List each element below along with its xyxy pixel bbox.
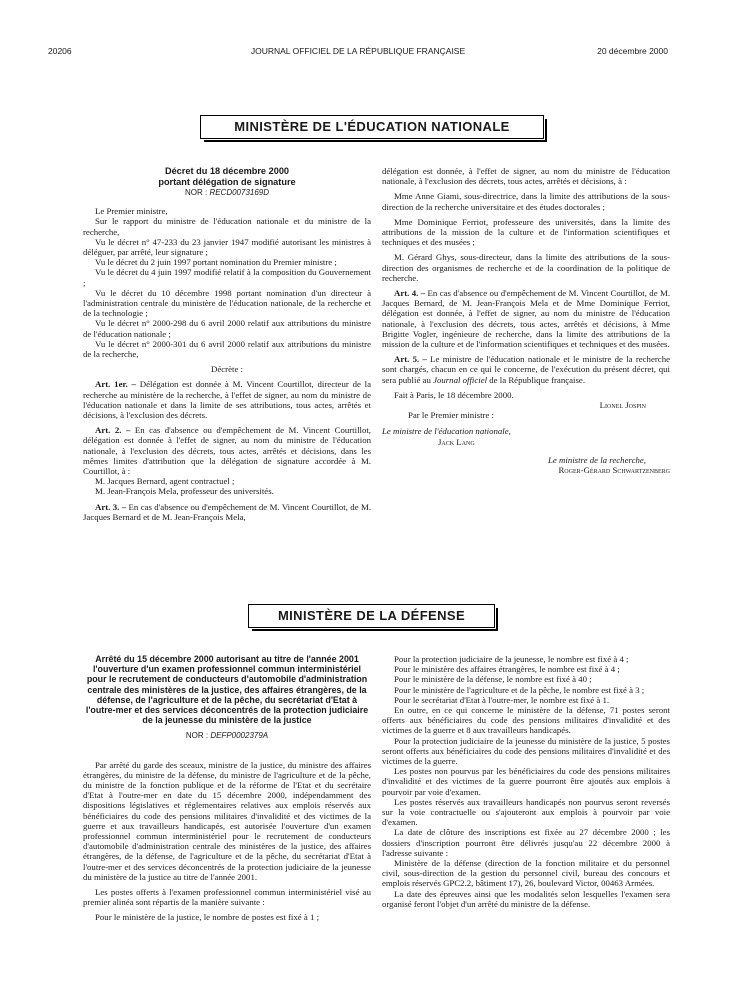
article-3 bbox=[83, 502, 371, 522]
issue-date: 20 décembre 2000 bbox=[597, 46, 668, 56]
article-text: Le ministre de l'éducation nationale et le ministre de la recherche sont chargés, chacun en ce qui le concerne, de l'exécution du présent décret, qui sera publié au bbox=[382, 354, 670, 385]
article-4 bbox=[382, 288, 670, 349]
article-5 bbox=[382, 354, 670, 385]
paragraph: La date des épreuves ainsi que les modalités selon lesquelles l'examen sera organisé feront l'objet d'un arrêté du ministre de la défense. bbox=[382, 888, 670, 909]
paragraph: Vu le décret du 2 juin 1997 portant nomination du Premier ministre ; bbox=[95, 257, 337, 268]
paragraph: M. Jacques Bernard, agent contractuel ; bbox=[95, 476, 235, 487]
decrete-heading: Décrète : bbox=[211, 364, 243, 375]
ministry-banner-education bbox=[200, 115, 544, 139]
article-label: Art. 3. – bbox=[95, 501, 127, 512]
nor-label: NOR : bbox=[185, 731, 209, 741]
article-label: Art. 4. – bbox=[394, 288, 426, 299]
page-number: 20206 bbox=[48, 46, 72, 56]
nor-code: DEFP0002379A bbox=[210, 731, 269, 741]
paragraph: Pour le ministère de l'agriculture et de la pêche, le nombre est fixé à 3 ; bbox=[394, 684, 645, 695]
article-label: Art. 5. – bbox=[394, 354, 427, 365]
ministry-banner-defense bbox=[248, 604, 495, 628]
paragraph: Les postes offerts à l'examen professionnel commun interministériel visé au premier alinéa sont répartis de la manière suivante : bbox=[83, 887, 371, 908]
signatory-research: Roger-Gérard Schwartzenberg bbox=[558, 465, 670, 476]
ministry-title: MINISTÈRE DE L'ÉDUCATION NATIONALE bbox=[234, 119, 510, 134]
nor-label: NOR : bbox=[184, 188, 208, 197]
paragraph: Le Premier ministre, bbox=[95, 206, 168, 217]
paragraph: Sur le rapport du ministre de l'éducation nationale et du ministre de la recherche, bbox=[83, 216, 371, 237]
signature-place-date: Fait à Paris, le 18 décembre 2000. bbox=[394, 389, 514, 400]
decree-column-right bbox=[382, 166, 670, 475]
nor-reference bbox=[83, 731, 371, 741]
paragraph: Vu le décret du 10 décembre 1998 portant nomination d'un directeur à l'administration centrale du ministère de l'éducation nationale, de la recherche et de la technologie ; bbox=[83, 287, 371, 319]
paragraph: Ministère de la défense (direction de la fonction militaire et du personnel civil, sous-direction de la gestion du personnel civil, bureau des concours et emplois réservés GPC2.2, bâtiment 17), 26, boulevard Victor, 00463 Armées. bbox=[382, 858, 670, 889]
ministry-title: MINISTÈRE DE LA DÉFENSE bbox=[277, 608, 466, 623]
decree-column-left bbox=[83, 166, 371, 522]
paragraph: Pour le secrétariat d'Etat à l'outre-mer, le nombre est fixé à 1. bbox=[394, 694, 610, 705]
article-text: En cas d'absence ou d'empêchement de M. Vincent Courtillot, de M. Jacques Bernard et de M. Jean-François Mela, bbox=[83, 501, 372, 522]
article-text: En cas d'absence ou d'empêchement de M. Vincent Courtillot, de M. Jacques Bernard, de M. Jean-François Mela et de Mme Dominique Ferriot, délégation est donnée, à l'effet de signer, au nom du ministre de l'éducation nationale, à l'exclusion des décrets, tous actes, arrêtés et décisions, à Mme Brigitte Vogler, ingénieure de recherche, dans la limite des attributions de la mission de la culture et de l'information scientifiques et techniques et des musées. bbox=[382, 288, 671, 350]
decree-title-line: Décret du 18 décembre 2000 bbox=[164, 166, 290, 176]
paragraph: En outre, en ce qui concerne le ministère de la défense, 71 postes seront offerts aux bénéficiaires du code des pensions militaires d'invalidité et des victimes de la guerre et 8 aux travailleurs handicapés. bbox=[382, 705, 670, 736]
article-1 bbox=[83, 379, 371, 420]
decree-title bbox=[83, 166, 371, 187]
paragraph: La date de clôture des inscriptions est fixée au 27 décembre 2000 ; les dossiers d'inscription pourront être délivrés jusqu'au 22 décembre 2000 à l'adresse suivante : bbox=[382, 827, 670, 858]
article-text-end: de la République française. bbox=[489, 374, 586, 385]
article-text: Délégation est donnée à M. Vincent Courtillot, directeur de la recherche au ministère de la recherche, à l'effet de signer, au nom du ministre de l'éducation nationale et dans la limite de ses attributions, tous actes, arrêtés et décisions, à l'exclusion des décrets. bbox=[83, 379, 372, 421]
signatory-intro: Par le Premier ministre : bbox=[408, 410, 494, 421]
article-text: En cas d'absence ou d'empêchement de M. Vincent Courtillot, délégation est donnée à l'effet de signer, au nom du ministre de l'éducation nationale, à l'exclusion des décrets, tous actes, arrêtés et décisions, dans les mêmes limites d'attribution que la délégation de signature accordée à M. Courtillot, à : bbox=[83, 425, 371, 477]
signatory-prime-minister: Lionel Jospin bbox=[599, 400, 646, 411]
paragraph: Vu le décret n° 2000-298 du 6 avril 2000 relatif aux attributions du ministre de l'éducation nationale ; bbox=[83, 318, 371, 339]
decree-title-line: portant délégation de signature bbox=[158, 176, 296, 187]
paragraph: Les postes non pourvus par les bénéficiaires du code des pensions militaires d'invalidité et des victimes de la guerre pourront être ajoutés aux emplois à pourvoir par voie d'examen. bbox=[382, 766, 670, 797]
paragraph: Pour le ministère de la défense, le nombre est fixé à 40 ; bbox=[394, 674, 592, 685]
paragraph: M. Jean-François Mela, professeur des universités. bbox=[95, 486, 274, 497]
signatory-education: Jack Lang bbox=[438, 436, 475, 447]
article-label: Art. 2. – bbox=[95, 425, 131, 436]
order-column-left bbox=[83, 654, 371, 923]
minister-title-education: Le ministre de l'éducation nationale, bbox=[382, 426, 511, 437]
paragraph: Vu le décret n° 2000-301 du 6 avril 2000 relatif aux attributions du ministre de la recherche, bbox=[83, 338, 371, 360]
order-column-right bbox=[382, 654, 670, 909]
paragraph: Mme Dominique Ferriot, professeure des universités, dans la limite des attributions de la mission de la culture et de l'information scientifiques et techniques et des musées ; bbox=[382, 216, 670, 248]
paragraph: M. Gérard Ghys, sous-directeur, dans la limite des attributions de la sous-direction des organismes de recherche et de la coordination de la politique de recherche. bbox=[382, 252, 670, 283]
journal-reference: Journal officiel bbox=[433, 374, 488, 385]
paragraph: délégation est donnée, à l'effet de signer, au nom du ministre de l'éducation nationale, à l'exclusion des décrets, tous actes, arrêtés et décisions, à : bbox=[382, 166, 670, 187]
article-2 bbox=[83, 425, 371, 476]
paragraph: Pour le ministère de la justice, le nombre de postes est fixé à 1 ; bbox=[95, 912, 320, 923]
nor-reference bbox=[83, 188, 371, 198]
article-label: Art. 1er. – bbox=[95, 379, 136, 390]
paragraph: Pour la protection judiciaire de la jeunesse du ministère de la justice, 5 postes seront offerts aux bénéficiaires du code des pensions militaires d'invalidité et des victimes de la guerre. bbox=[382, 735, 670, 767]
journal-title: JOURNAL OFFICIEL DE LA RÉPUBLIQUE FRANÇAISE bbox=[250, 46, 466, 56]
paragraph: Pour le ministère des affaires étrangères, le nombre est fixé à 4 ; bbox=[394, 664, 620, 675]
order-title: Arrêté du 15 décembre 2000 autorisant au titre de l'année 2001 l'ouverture d'un examen professionnel commun interministériel pour le recrutement de conducteurs d'automobile d'administration centrale des ministères de la justice, des affaires étrangères, de la défense, de l'agriculture et de la pêche, du secrétariat d'Etat à l'outre-mer et des services déconcentrés de la protection judiciaire de la jeunesse du ministère de la justice bbox=[85, 654, 369, 726]
paragraph: Vu le décret du 4 juin 1997 modifié relatif à la composition du Gouvernement ; bbox=[83, 267, 371, 288]
paragraph: Vu le décret n° 47-233 du 23 janvier 1947 modifié autorisant les ministres à déléguer, par arrêté, leur signature ; bbox=[83, 236, 371, 258]
paragraph: Par arrêté du garde des sceaux, ministre de la justice, du ministre des affaires étrangères, du ministre de la défense, du ministre de l'agriculture et de la pêche, du ministre de la fonction publique et de la réforme de l'Etat et du secrétaire d'Etat à l'outre-mer en date du 15 décembre 2000, indépendamment des dispositions législatives et réglementaires relatives aux emplois réservés aux bénéficiaires du code des pensions militaires d'invalidité et des victimes de la guerre et aux travailleurs handicapés, est autorisée l'ouverture d'un examen professionnel commun interministériel pour le recrutement de conducteurs d'automobile d'administration centrale des ministères de la justice, des affaires étrangères, de la défense, de l'agriculture et de la pêche, du secrétariat d'Etat à l'outre-mer et des services déconcentrés de la protection judiciaire de la jeunesse du ministère de la justice au titre de l'année 2001. bbox=[83, 759, 371, 882]
paragraph: Les postes réservés aux travailleurs handicapés non pourvus seront reversés sur la voie contractuelle ou s'ajouteront aux emplois à pourvoir par voie d'examen. bbox=[382, 796, 670, 828]
minister-title-research: Le ministre de la recherche, bbox=[548, 454, 646, 465]
page-header bbox=[48, 46, 668, 60]
paragraph: Pour la protection judiciaire de la jeunesse, le nombre est fixé à 4 ; bbox=[394, 654, 629, 664]
paragraph: Mme Anne Giami, sous-directrice, dans la limite des attributions de la sous-direction de la recherche universitaire et des études doctorales ; bbox=[382, 191, 670, 212]
nor-code: RECD0073169D bbox=[209, 188, 270, 197]
